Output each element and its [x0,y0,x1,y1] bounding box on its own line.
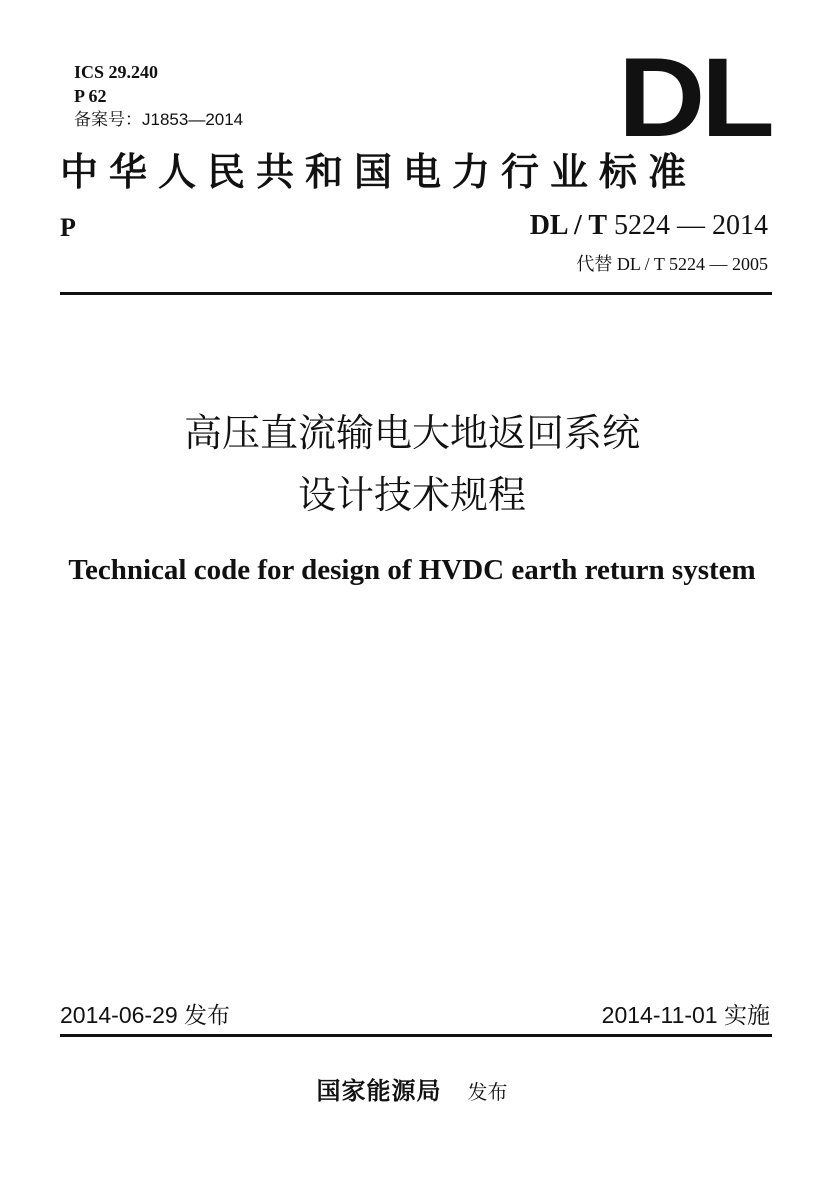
classification-letter: P [60,213,76,242]
implementation-date: 2014-11-01 实施 [601,1002,770,1028]
chinese-title-line-2: 设计技术规程 [297,473,526,517]
publisher-name: 国家能源局 [316,1076,442,1105]
english-title: Technical code for design of HVDC earth return system [68,554,756,586]
record-number: 备案号：J1853—2014 [74,110,244,129]
standard-number [530,208,768,244]
dl-logo: DL [618,35,771,160]
issue-date: 2014-06-29 发布 [60,1002,231,1028]
standard-number-prefix: DL / T [529,210,607,241]
industry-standard-title: 中华人民共和国电力行业标准 [60,149,698,194]
footer-divider [60,1034,772,1037]
header-divider [60,292,772,295]
ics-code: ICS 29.240 [74,62,159,82]
publisher-line [0,1074,824,1112]
chinese-title-line-1: 高压直流输电大地返回系统 [183,411,640,455]
category-code: P 62 [74,86,107,106]
standard-number-value: 5224 — 2014 [607,210,768,241]
replaces-standard: 代替 DL / T 5224 — 2005 [576,254,768,274]
publish-label: 发布 [467,1080,508,1104]
